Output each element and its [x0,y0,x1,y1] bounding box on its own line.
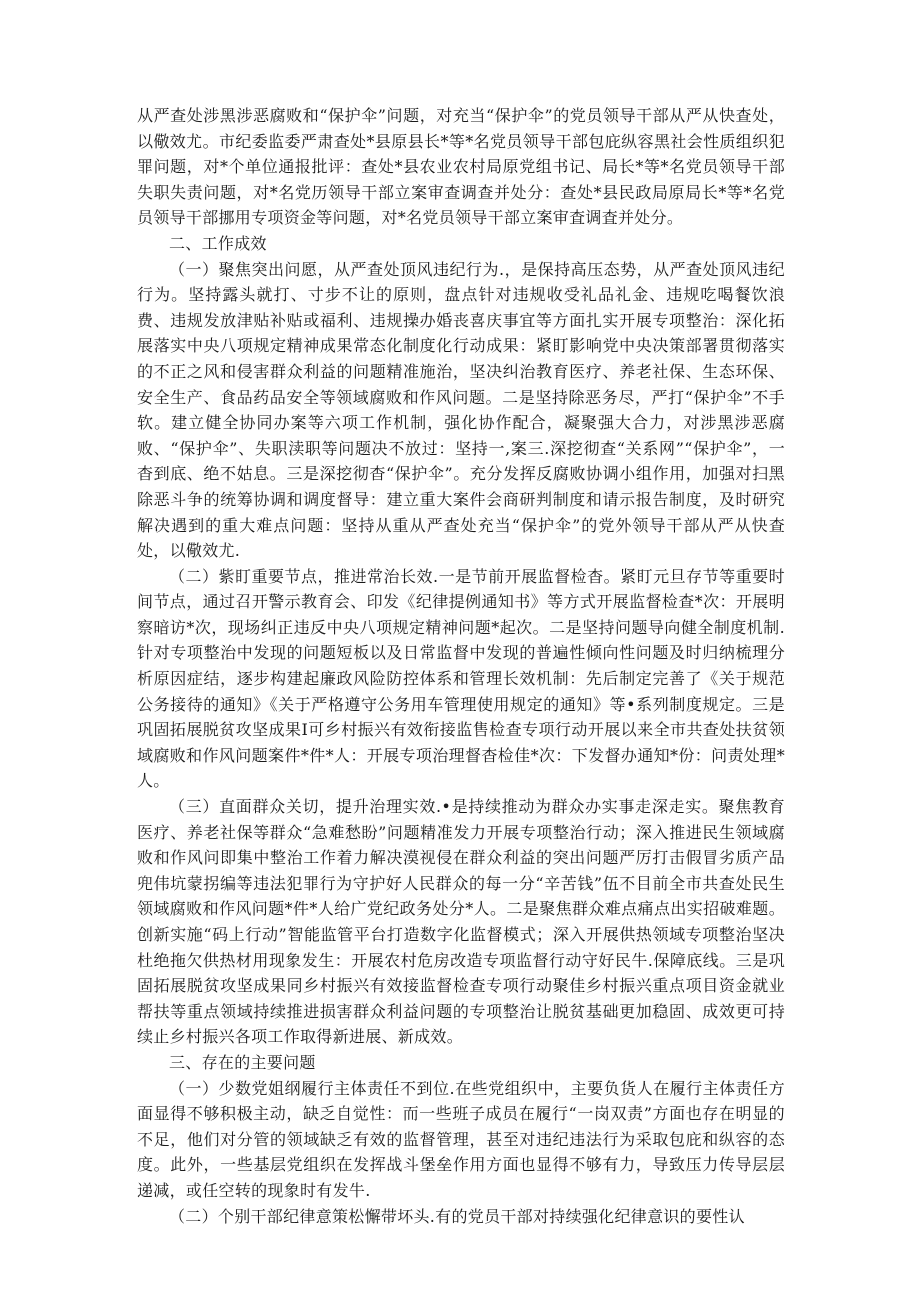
paragraph-discipline: （二）个别干部纪律意策松懈带坏头.有的党员干部对持续强化纪律意识的要性认 [169,1206,745,1226]
paragraph-public-concerns: （三）直面群众关切，提升治理实效.•是持续推动为群众办实事走深走实。聚焦教育医疗、养老社保等群众“急难愁盼”问题精准发力开展专项整治行动；深入推进民生领域腐败和作风问即集中整治工作着力解决漠视侵在群众利益的突出问题严厉打击假冒劣质产品兜伟坑蒙拐编等违法犯罪行为守护好人民群众的每一分“辛苦钱”伍不目前全市共查处民生领域腐败和作风问题*件*人给广党纪政务处分*人。二是聚焦群众难点痛点出实招破难题。创新实施“码上行动”智能监管平台打造数字化监督模式；深入开展供热领域专项整治坚决杜绝拖欠供热材用现象发生：开展农村危房改造专项监督行动守好民牛.保障底线。三是巩固拓展脱贫攻坚成果同乡村振兴有效接监督检查专项行动聚佳乡村振兴重点项目资金就业帮扶等重点领域持续推进损害群众利益问题的专项整治让脱贫基础更加稳固、成效更可持续止乡村振兴各项工作取得新进展、新成效。 [137,797,785,1047]
paragraph-focus-problems: （一）聚焦突出问愿，从严查处顶风违纪行为.，是保持高压态势，从严查处顶风违纪行为。坚持露头就打、寸步不让的原则，盘点针对违规收受礼品礼金、违规吃喝餐饮浪费、违规发放津贴补贴或福利、违规操办婚丧喜庆事宜等方面扎实开展专项整治：深化拓展落实中央八项规定精神成果常态化制度化行动成果：紧盯影响党中央决策部署贯彻落实的不正之风和侵害群众利益的问题精准施治，坚决纠治教育医疗、养老社保、生态环保、安全生产、食品药品安全等领域腐败和作风问题。二是坚持除恶务尽，严打“保护伞”不手软。建立健全协同办案等六项工作机制，强化协作配合，凝聚强大合力，对涉黑涉恶腐败、“保护伞”、失职渎职等问题决不放过：坚持一,案三.深挖彻查“关系网”“保护伞”，一杳到底、绝不姑息。三是深挖彻杳“保护伞”。充分发挥反腐败协调小组作用，加强对扫黑除恶斗争的统筹协调和调度督导：建立重大案件会商研判制度和请示报告制度，及时研究解决遇到的重大难点问题：坚持从重从严查处充当“保护伞”的党外领导干部从严从快查处，以儆效尤. [137,259,785,561]
paragraph-responsibility: （一）少数党姐纲履行主体责任不到位.在些党组织中，主要负货人在履行主体责任方面显得不够积极主动，缺乏自觉性：而一些班子成员在履行“一岗双责”方面也存在明显的不足，他们对分管的领域缺乏有效的监督管理，甚至对违纪违法行为采取包庇和纵容的态度。此外，一些基层党组织在发挥战斗堡垒作用方面也显得不够有力，导致压力传导层层递减，或任空转的现象时有发牛. [137,1078,785,1200]
paragraph-continuation: 从严查处涉黑涉恶腐败和“保护伞”问题，对充当“保护伞”的党员领导干部从严从快查处，以儆效尤。市纪委监委严肃查处*县原县长*等*名党员领导干部包庇纵容黑社会性质组织犯罪问题，对*个单位通报批评：查处*县农业农村局原党组书记、局长*等*名党员领导干部失职失责问题，对*名党历领导干部立案审查调查并处分：查处*县民政局原局长*等*名党员领导干部挪用专项资金等问题，对*名党员领导干部立案审査调査并处分。 [137,106,785,228]
section-heading-work-results: 二、工作成效 [169,233,267,253]
paragraph-key-nodes: （二）紫盯重要节点，推进常治长效.一是节前开展监督检杳。紧盯元旦存节等重要时间节点，通过召开警示教育会、印发《纪律提例通知书》等方式开展监督检查*次：开展明察暗访*次，现场纠正违反中央八项规定精神问题*起次。二是坚持问题导向健全制度机制.针对专项整治中发现的问题短板以及日常监督中发现的普遍性倾向性问题及时归纳梳理分析原因症结，逐步构建起廉政风险防控体系和管理长效机制：先后制定完善了《关于规范公务接待的通知》《关于严格遵守公务用车管理使用规定的通知》等•系列制度规定。三是巩固拓展脱贫攻坚成果I可乡村振兴有效衔接监售检查专项行动开展以来全市共查处扶贫领域腐败和作风问题案件*件*人：开展专项治理督杳检佳*次：下发督办通知*份：问责处理*人。 [137,566,785,791]
document-body [137,103,785,1229]
section-heading-main-problems: 三、存在的主要问题 [169,1052,316,1072]
